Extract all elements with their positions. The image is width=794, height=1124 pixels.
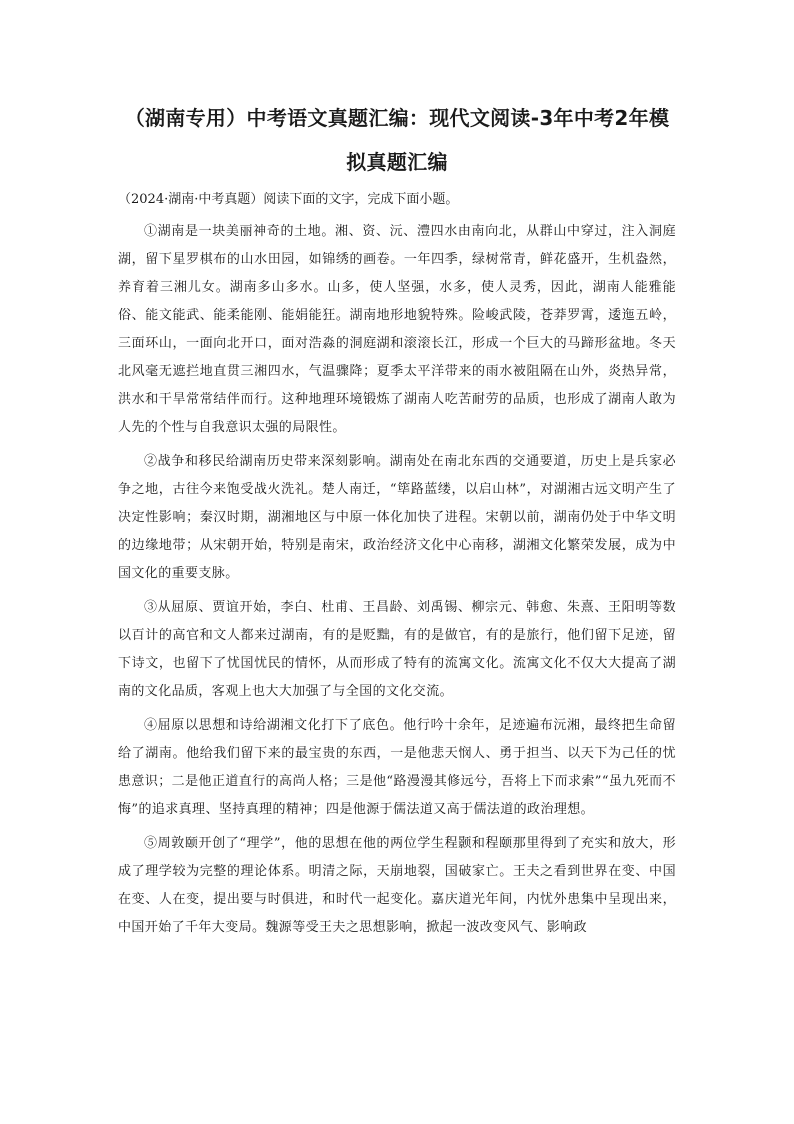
paragraph-4: ④屈原以思想和诗给湖湘文化打下了底色。他行吟十余年，足迹遍布沅湘，最终把生命留给了湖南。他给我们留下来的最宝贵的东西，一是他悲天悯人、勇于担当、以天下为己任的忧患意识；二是他正道直行的高尚人格；三是他“路漫漫其修远兮，吾将上下而求索”“虽九死而不悔”的追求真理、坚持真理的精神；四是他源于儒法道又高于儒法道的政治理想。 <box>118 718 676 817</box>
paragraph-3: ③从屈原、贾谊开始，李白、杜甫、王昌龄、刘禹锡、柳宗元、韩愈、朱熹、王阳明等数以百计的高官和文人都来过湖南，有的是贬黜，有的是做官，有的是旅行，他们留下足迹，留下诗文，也留下了忧国忧民的情怀，从而形成了特有的流寓文化。流寓文化不仅大大提高了湖南的文化品质，客观上也大大加强了与全国的文化交流。 <box>118 600 676 699</box>
paragraph-5: ⑤周敦颐开创了“理学”，他的思想在他的两位学生程颢和程颐那里得到了充实和放大，形成了理学较为完整的理论体系。明清之际，天崩地裂，国破家亡。王夫之看到世界在变、中国在变、人在变，提出要与时俱进，和时代一起变化。嘉庆道光年间，内忧外患集中呈现出来，中国开始了千年大变局。魏源等受王夫之思想影响，掀起一波改变风气、影响政 <box>118 836 676 935</box>
paragraph-2: ②战争和移民给湖南历史带来深刻影响。湖南处在南北东西的交通要道，历史上是兵家必争之地，古往今来饱受战火洗礼。楚人南迁，“筚路蓝缕，以启山林”，对湖湘古远文明产生了决定性影响；秦汉时期，湖湘地区与中原一体化加快了进程。宋朝以前，湖南仍处于中华文明的边缘地带；从宋朝开始，特别是南宋，政治经济文化中心南移，湖湘文化繁荣发展，成为中国文化的重要支脉。 <box>118 454 676 581</box>
document-title: （湖南专用）中考语文真题汇编：现代文阅读-3年中考2年模拟真题汇编 <box>124 106 670 174</box>
paragraph-1: ①湖南是一块美丽神奇的土地。湘、资、沅、澧四水由南向北，从群山中穿过，注入洞庭湖，留下星罗棋布的山水田园，如锦绣的画卷。一年四季，绿树常青，鲜花盛开，生机盎然，养育着三湘儿女。湖南多山多水。山多，使人坚强，水多，使人灵秀，因此，湖南人能雅能俗、能文能武、能柔能刚、能娟能狂。湖南地形地貌特殊。险峻武陵，苍莽罗霄，逶迤五岭，三面环山，一面向北开口，面对浩淼的洞庭湖和滚滚长江，形成一个巨大的马蹄形盆地。冬天北风毫无遮拦地直贯三湘四水，气温骤降；夏季太平洋带来的雨水被阻隔在山外，炎热异常，洪水和干旱常常结伴而行。这种地理环境锻炼了湖南人吃苦耐劳的品质，也形成了湖南人敢为人先的个性与自我意识太强的局限性。 <box>118 224 676 435</box>
question-source: （2024·湖南·中考真题）阅读下面的文字，完成下面小题。 <box>118 192 459 207</box>
